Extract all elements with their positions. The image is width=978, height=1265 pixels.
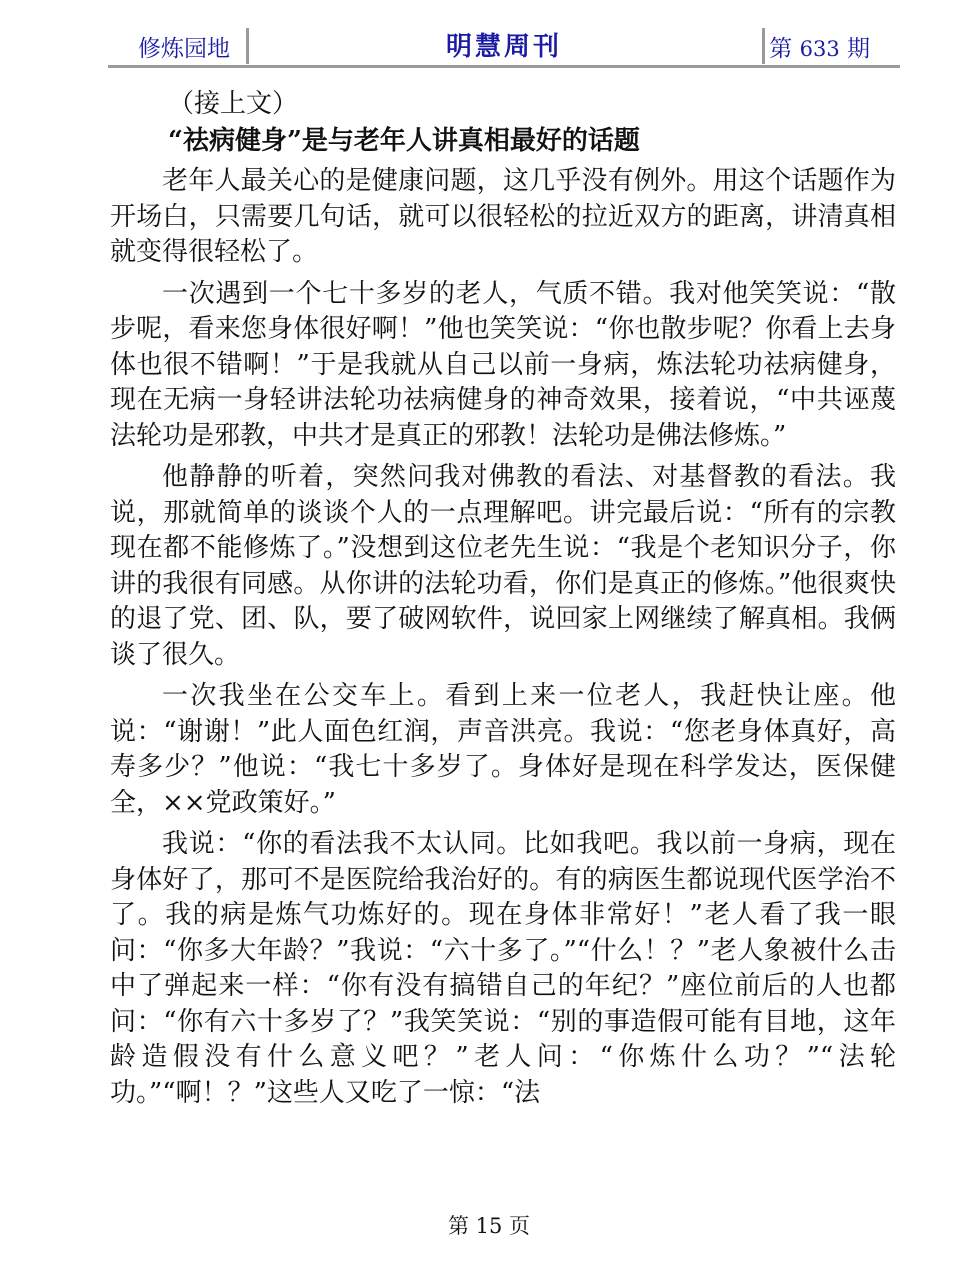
header-rule — [108, 65, 900, 68]
issue-label — [769, 30, 870, 63]
paragraph: 他静静的听着，突然问我对佛教的看法、对基督教的看法。我说，那就简单的谈谈个人的一点理解吧。讲完最后说：“所有的宗教现在都不能修炼了。”没想到这位老先生说：“我是个老知识分子，你讲的我很有同感。从你讲的法轮功看，你们是真正的修炼。”他很爽快的退了党、团、队，要了破网软件，说回家上网继续了解真相。我俩谈了很久。 — [110, 462, 896, 670]
issue-suffix: 期 — [847, 36, 870, 62]
continuation-note: （接上文） — [168, 89, 299, 119]
paragraph: 我说：“你的看法我不太认同。比如我吧。我以前一身病，现在身体好了，那可不是医院给我治好的。有的病医生都说现代医学治不了。我的病是炼气功炼好的。现在身体非常好！”老人看了我一眼问：“你多大年龄？”我说：“六十多了。”“什么！？”老人象被什么击中了弹起来一样：“你有没有搞错自己的年纪？”座位前后的人也都问：“你有六十多岁了？”我笑笑说：“别的事造假可能有目地，这年龄造假没有什么意义吧？”老人问：“你炼什么功？”“法轮功。”“啊！？”这些人又吃了一惊：“法 — [110, 829, 896, 1108]
paragraph: 一次我坐在公交车上。看到上来一位老人，我赶快让座。他说：“谢谢！”此人面色红润，声音洪亮。我说：“您老身体真好，高寿多少？”他说：“我七十多岁了。身体好是现在科学发达，医保健全，××党政策好。” — [110, 681, 896, 818]
article-title: “祛病健身”是与老年人讲真相最好的话题 — [168, 126, 640, 156]
issue-prefix: 第 — [769, 36, 793, 62]
header-divider-right — [762, 28, 765, 64]
paragraph: 一次遇到一个七十多岁的老人，气质不错。我对他笑笑说：“散步呢，看来您身体很好啊！”他也笑笑说：“你也散步呢？你看上去身体也很不错啊！”于是我就从自己以前一身病，炼法轮功祛病健身，现在无病一身轻讲法轮功祛病健身的神奇效果，接着说，“中共诬蔑法轮功是邪教，中共才是真正的邪教！法轮功是佛法修炼。” — [110, 278, 896, 451]
article-body — [110, 86, 896, 1117]
page-header — [108, 28, 900, 66]
paragraph: 老年人最关心的是健康问题，这几乎没有例外。用这个话题作为开场白，只需要几句话，就可以很轻松的拉近双方的距离，讲清真相就变得很轻松了。 — [110, 166, 896, 267]
section-name: 修炼园地 — [138, 36, 230, 62]
page-number: 第 15 页 — [447, 1214, 531, 1238]
issue-number: 633 — [799, 37, 840, 61]
publication-title: 明慧周刊 — [445, 32, 562, 62]
